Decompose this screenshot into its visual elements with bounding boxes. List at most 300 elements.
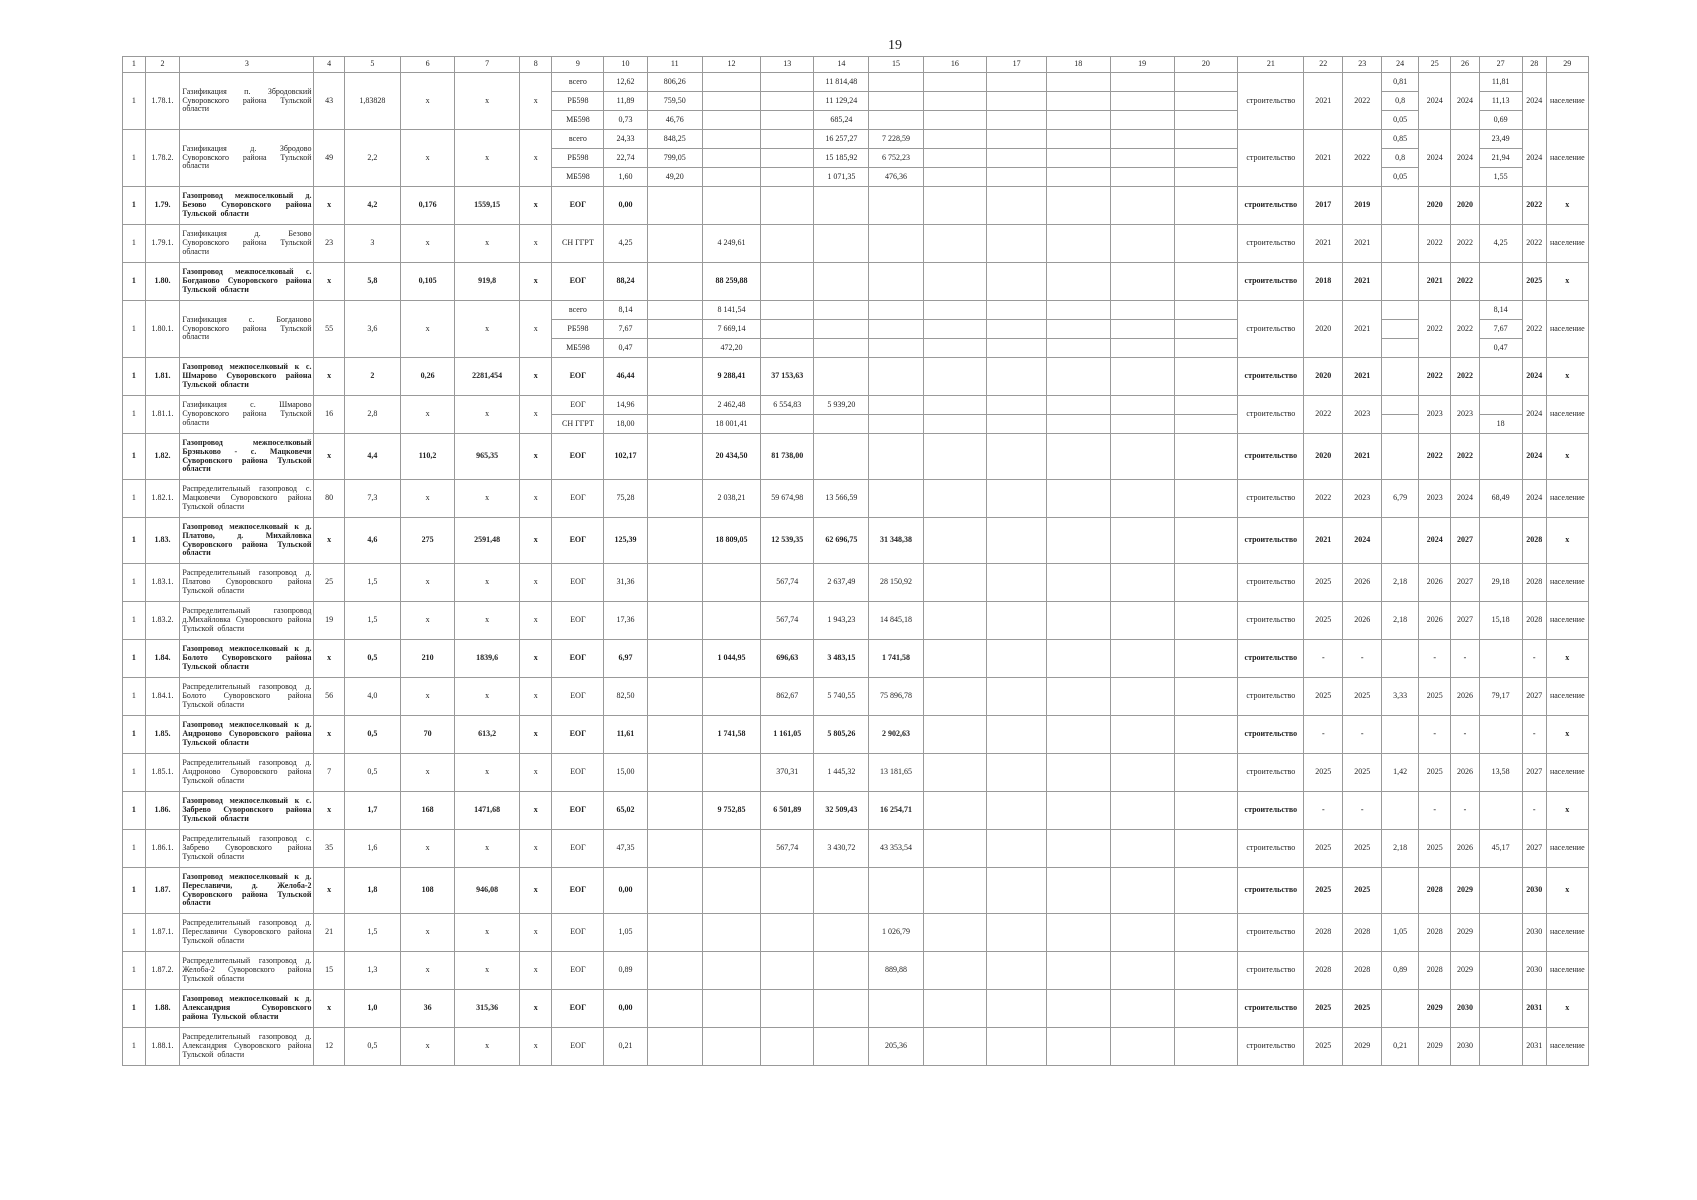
cell-c16 <box>923 792 987 830</box>
column-number-14: 14 <box>814 57 869 73</box>
cell-c12 <box>702 830 760 868</box>
section-number: 1 <box>123 640 146 678</box>
cell-c7: х <box>455 396 520 434</box>
cell-c8: х <box>520 564 552 602</box>
cell-c26: 2023 <box>1451 396 1479 434</box>
cell-c11 <box>647 1028 702 1066</box>
cell-c4: х <box>314 263 344 301</box>
cell-c22: 2025 <box>1304 830 1343 868</box>
cell-c5: 0,5 <box>344 716 400 754</box>
column-number-11: 11 <box>647 57 702 73</box>
item-number: 1.88. <box>145 990 180 1028</box>
cell-c11 <box>647 716 702 754</box>
cell-c28: 2027 <box>1522 678 1546 716</box>
cell-c24 <box>1382 640 1419 678</box>
section-number: 1 <box>123 518 146 564</box>
cell-c22: 2025 <box>1304 602 1343 640</box>
cell-c17 <box>987 914 1047 952</box>
cell-c19 <box>1110 225 1174 263</box>
cell-c8: х <box>520 716 552 754</box>
funding-source: ЕОГ <box>552 434 604 480</box>
cell-c20 <box>1174 792 1238 830</box>
cell-c24 <box>1382 225 1419 263</box>
section-number: 1 <box>123 480 146 518</box>
consumer-type: население <box>1546 480 1588 518</box>
cell-c22: - <box>1304 716 1343 754</box>
cell-c15 <box>869 92 923 111</box>
cell-c8: х <box>520 754 552 792</box>
cell-c14: 16 257,27 <box>814 130 869 149</box>
cell-c23: 2025 <box>1343 754 1382 792</box>
cell-c16 <box>923 187 987 225</box>
cell-c13: 37 153,63 <box>761 358 814 396</box>
cell-c28: 2024 <box>1522 130 1546 187</box>
consumer-type: население <box>1546 678 1588 716</box>
cell-c6: 108 <box>401 868 455 914</box>
cell-c18 <box>1046 320 1110 339</box>
cell-c14: 32 509,43 <box>814 792 869 830</box>
cell-c13: 81 738,00 <box>761 434 814 480</box>
cell-c10: 14,96 <box>604 396 647 415</box>
cell-c11 <box>647 990 702 1028</box>
funding-source: ЕОГ <box>552 952 604 990</box>
item-number: 1.84. <box>145 640 180 678</box>
funding-source: всего <box>552 301 604 320</box>
table-row <box>123 480 1589 518</box>
cell-c14: 62 696,75 <box>814 518 869 564</box>
cell-c18 <box>1046 130 1110 149</box>
cell-c20 <box>1174 73 1238 92</box>
cell-c7: х <box>455 225 520 263</box>
cell-c15: 31 348,38 <box>869 518 923 564</box>
cell-c19 <box>1110 339 1174 358</box>
cell-c19 <box>1110 130 1174 149</box>
cell-c11 <box>647 602 702 640</box>
object-name: Газопровод межпоселковый к д. Переславичи, д. Желоба-2 Суворовского района Тульской области <box>180 868 314 914</box>
cell-c5: 1,3 <box>344 952 400 990</box>
cell-c12 <box>702 678 760 716</box>
cell-c22: 2018 <box>1304 263 1343 301</box>
work-type: строительство <box>1238 792 1304 830</box>
cell-c11 <box>647 301 702 320</box>
table-row <box>123 434 1589 480</box>
cell-c17 <box>987 952 1047 990</box>
section-number: 1 <box>123 263 146 301</box>
cell-c24: 0,85 <box>1382 130 1419 149</box>
cell-c4: 15 <box>314 952 344 990</box>
cell-c10: 11,61 <box>604 716 647 754</box>
cell-c11: 49,20 <box>647 168 702 187</box>
cell-c11: 848,25 <box>647 130 702 149</box>
table-row <box>123 754 1589 792</box>
table-row <box>123 602 1589 640</box>
cell-c28: 2024 <box>1522 396 1546 434</box>
cell-c16 <box>923 754 987 792</box>
column-number-9: 9 <box>552 57 604 73</box>
cell-c22: 2021 <box>1304 518 1343 564</box>
cell-c12 <box>702 990 760 1028</box>
cell-c22: 2025 <box>1304 754 1343 792</box>
cell-c18 <box>1046 640 1110 678</box>
cell-c15: 476,36 <box>869 168 923 187</box>
cell-c7: 2591,48 <box>455 518 520 564</box>
cell-c16 <box>923 678 987 716</box>
cell-c10: 31,36 <box>604 564 647 602</box>
cell-c25: - <box>1418 716 1450 754</box>
cell-c27 <box>1479 640 1522 678</box>
cell-c25: 2026 <box>1418 564 1450 602</box>
cell-c20 <box>1174 564 1238 602</box>
cell-c24: 0,21 <box>1382 1028 1419 1066</box>
cell-c26: 2027 <box>1451 602 1479 640</box>
cell-c14 <box>814 914 869 952</box>
cell-c7: 613,2 <box>455 716 520 754</box>
funding-source: ЕОГ <box>552 602 604 640</box>
cell-c14: 2 637,49 <box>814 564 869 602</box>
cell-c12 <box>702 92 760 111</box>
cell-c26: 2029 <box>1451 914 1479 952</box>
cell-c23: 2026 <box>1343 564 1382 602</box>
column-number-8: 8 <box>520 57 552 73</box>
cell-c14: 5 939,20 <box>814 396 869 415</box>
cell-c15 <box>869 320 923 339</box>
table-row <box>123 358 1589 396</box>
cell-c17 <box>987 320 1047 339</box>
cell-c27: 4,25 <box>1479 225 1522 263</box>
cell-c25: 2025 <box>1418 754 1450 792</box>
cell-c4: 55 <box>314 301 344 358</box>
cell-c16 <box>923 480 987 518</box>
cell-c23: 2021 <box>1343 434 1382 480</box>
cell-c14: 1 445,32 <box>814 754 869 792</box>
cell-c14 <box>814 263 869 301</box>
work-type: строительство <box>1238 914 1304 952</box>
cell-c17 <box>987 716 1047 754</box>
work-type: строительство <box>1238 990 1304 1028</box>
cell-c5: 0,5 <box>344 1028 400 1066</box>
cell-c7: 2281,454 <box>455 358 520 396</box>
cell-c6: х <box>401 830 455 868</box>
cell-c22: 2021 <box>1304 73 1343 130</box>
cell-c27 <box>1479 868 1522 914</box>
funding-source: ЕОГ <box>552 187 604 225</box>
cell-c8: х <box>520 518 552 564</box>
cell-c4: 80 <box>314 480 344 518</box>
cell-c27 <box>1479 792 1522 830</box>
cell-c24 <box>1382 415 1419 434</box>
consumer-type: х <box>1546 358 1588 396</box>
table-row <box>123 868 1589 914</box>
cell-c24: 0,81 <box>1382 73 1419 92</box>
object-name: Газификация с. Богданово Суворовского района Тульской области <box>180 301 314 358</box>
cell-c27 <box>1479 434 1522 480</box>
cell-c12: 2 462,48 <box>702 396 760 415</box>
cell-c27: 23,49 <box>1479 130 1522 149</box>
funding-source: СН ГГРТ <box>552 415 604 434</box>
item-number: 1.82.1. <box>145 480 180 518</box>
cell-c8: х <box>520 868 552 914</box>
cell-c5: 0,5 <box>344 640 400 678</box>
cell-c6: 70 <box>401 716 455 754</box>
column-number-21: 21 <box>1238 57 1304 73</box>
cell-c15 <box>869 396 923 415</box>
cell-c27 <box>1479 914 1522 952</box>
cell-c22: 2025 <box>1304 868 1343 914</box>
object-name: Газопровод межпоселковый к д. Болото Суворовского района Тульской области <box>180 640 314 678</box>
cell-c17 <box>987 830 1047 868</box>
cell-c22: 2020 <box>1304 434 1343 480</box>
cell-c12 <box>702 168 760 187</box>
table-row <box>123 716 1589 754</box>
work-type: строительство <box>1238 952 1304 990</box>
cell-c17 <box>987 415 1047 434</box>
cell-c6: х <box>401 1028 455 1066</box>
cell-c24 <box>1382 990 1419 1028</box>
cell-c12: 472,20 <box>702 339 760 358</box>
cell-c24: 2,18 <box>1382 602 1419 640</box>
cell-c5: 4,0 <box>344 678 400 716</box>
table-row <box>123 301 1589 320</box>
cell-c27: 7,67 <box>1479 320 1522 339</box>
cell-c27 <box>1479 187 1522 225</box>
cell-c23: - <box>1343 716 1382 754</box>
work-type: строительство <box>1238 263 1304 301</box>
cell-c23: 2025 <box>1343 678 1382 716</box>
cell-c15: 205,36 <box>869 1028 923 1066</box>
cell-c18 <box>1046 301 1110 320</box>
cell-c7: х <box>455 602 520 640</box>
table-row <box>123 396 1589 415</box>
cell-c18 <box>1046 716 1110 754</box>
cell-c26: 2030 <box>1451 990 1479 1028</box>
consumer-type: х <box>1546 434 1588 480</box>
cell-c19 <box>1110 415 1174 434</box>
cell-c5: 1,5 <box>344 564 400 602</box>
cell-c20 <box>1174 716 1238 754</box>
cell-c26: 2020 <box>1451 187 1479 225</box>
work-type: строительство <box>1238 1028 1304 1066</box>
item-number: 1.83. <box>145 518 180 564</box>
cell-c22: 2022 <box>1304 396 1343 434</box>
cell-c4: х <box>314 358 344 396</box>
object-name: Распределительный газопровод д. Александрия Суворовского района Тульской области <box>180 1028 314 1066</box>
funding-source: ЕОГ <box>552 518 604 564</box>
cell-c10: 0,21 <box>604 1028 647 1066</box>
item-number: 1.80.1. <box>145 301 180 358</box>
cell-c24: 2,18 <box>1382 830 1419 868</box>
cell-c4: 35 <box>314 830 344 868</box>
cell-c20 <box>1174 225 1238 263</box>
table-row <box>123 564 1589 602</box>
consumer-type: х <box>1546 792 1588 830</box>
cell-c28: 2024 <box>1522 480 1546 518</box>
column-number-row <box>123 57 1589 73</box>
cell-c27: 0,69 <box>1479 111 1522 130</box>
funding-source: ЕОГ <box>552 564 604 602</box>
cell-c7: 965,35 <box>455 434 520 480</box>
cell-c20 <box>1174 339 1238 358</box>
cell-c17 <box>987 396 1047 415</box>
cell-c6: х <box>401 952 455 990</box>
table-body <box>123 57 1589 1066</box>
cell-c22: 2020 <box>1304 358 1343 396</box>
cell-c19 <box>1110 792 1174 830</box>
cell-c23: 2021 <box>1343 225 1382 263</box>
cell-c11 <box>647 792 702 830</box>
cell-c27 <box>1479 990 1522 1028</box>
cell-c10: 82,50 <box>604 678 647 716</box>
cell-c15: 7 228,59 <box>869 130 923 149</box>
cell-c4: 23 <box>314 225 344 263</box>
cell-c19 <box>1110 358 1174 396</box>
funding-source: ЕОГ <box>552 1028 604 1066</box>
cell-c13: 6 554,83 <box>761 396 814 415</box>
object-name: Распределительный газопровод д.Михайловка Суворовского района Тульской области <box>180 602 314 640</box>
cell-c16 <box>923 640 987 678</box>
cell-c10: 1,05 <box>604 914 647 952</box>
table-row <box>123 225 1589 263</box>
cell-c27: 11,81 <box>1479 73 1522 92</box>
consumer-type: население <box>1546 130 1588 187</box>
cell-c18 <box>1046 434 1110 480</box>
cell-c23: 2025 <box>1343 868 1382 914</box>
section-number: 1 <box>123 868 146 914</box>
cell-c26: 2024 <box>1451 130 1479 187</box>
item-number: 1.81.1. <box>145 396 180 434</box>
cell-c15 <box>869 990 923 1028</box>
column-number-29: 29 <box>1546 57 1588 73</box>
item-number: 1.88.1. <box>145 1028 180 1066</box>
work-type: строительство <box>1238 830 1304 868</box>
funding-source: ЕОГ <box>552 792 604 830</box>
consumer-type: население <box>1546 602 1588 640</box>
consumer-type: население <box>1546 225 1588 263</box>
cell-c23: 2019 <box>1343 187 1382 225</box>
work-type: строительство <box>1238 678 1304 716</box>
cell-c17 <box>987 990 1047 1028</box>
cell-c4: х <box>314 518 344 564</box>
cell-c8: х <box>520 678 552 716</box>
item-number: 1.83.2. <box>145 602 180 640</box>
cell-c17 <box>987 602 1047 640</box>
cell-c24 <box>1382 339 1419 358</box>
cell-c16 <box>923 518 987 564</box>
cell-c27 <box>1479 518 1522 564</box>
column-number-10: 10 <box>604 57 647 73</box>
cell-c7: 919,8 <box>455 263 520 301</box>
cell-c11 <box>647 358 702 396</box>
cell-c6: 36 <box>401 990 455 1028</box>
cell-c16 <box>923 868 987 914</box>
cell-c27: 45,17 <box>1479 830 1522 868</box>
cell-c17 <box>987 754 1047 792</box>
cell-c13: 567,74 <box>761 564 814 602</box>
cell-c17 <box>987 640 1047 678</box>
cell-c10: 125,39 <box>604 518 647 564</box>
object-name: Распределительный газопровод д. Андроново Суворовского района Тульской области <box>180 754 314 792</box>
cell-c28: 2031 <box>1522 1028 1546 1066</box>
cell-c22: 2028 <box>1304 914 1343 952</box>
cell-c10: 102,17 <box>604 434 647 480</box>
cell-c8: х <box>520 640 552 678</box>
cell-c12 <box>702 868 760 914</box>
cell-c19 <box>1110 149 1174 168</box>
column-number-16: 16 <box>923 57 987 73</box>
cell-c26: 2024 <box>1451 73 1479 130</box>
cell-c24 <box>1382 187 1419 225</box>
cell-c15: 13 181,65 <box>869 754 923 792</box>
cell-c13 <box>761 225 814 263</box>
cell-c7: х <box>455 754 520 792</box>
cell-c23: 2021 <box>1343 301 1382 358</box>
cell-c11 <box>647 396 702 415</box>
cell-c20 <box>1174 92 1238 111</box>
item-number: 1.81. <box>145 358 180 396</box>
cell-c6: 0,26 <box>401 358 455 396</box>
section-number: 1 <box>123 301 146 358</box>
cell-c20 <box>1174 149 1238 168</box>
cell-c22: 2021 <box>1304 225 1343 263</box>
cell-c26: 2027 <box>1451 518 1479 564</box>
cell-c20 <box>1174 678 1238 716</box>
cell-c16 <box>923 914 987 952</box>
cell-c6: х <box>401 130 455 187</box>
cell-c16 <box>923 830 987 868</box>
cell-c18 <box>1046 358 1110 396</box>
funding-source: РБ598 <box>552 92 604 111</box>
cell-c20 <box>1174 952 1238 990</box>
cell-c6: 210 <box>401 640 455 678</box>
cell-c28: 2030 <box>1522 868 1546 914</box>
cell-c25: 2029 <box>1418 990 1450 1028</box>
cell-c22: - <box>1304 640 1343 678</box>
funding-source: ЕОГ <box>552 678 604 716</box>
cell-c23: 2024 <box>1343 518 1382 564</box>
cell-c28: 2027 <box>1522 754 1546 792</box>
funding-source: РБ598 <box>552 149 604 168</box>
cell-c16 <box>923 716 987 754</box>
cell-c7: х <box>455 678 520 716</box>
cell-c12: 88 259,88 <box>702 263 760 301</box>
funding-source: ЕОГ <box>552 263 604 301</box>
column-number-12: 12 <box>702 57 760 73</box>
section-number: 1 <box>123 358 146 396</box>
cell-c5: 1,83828 <box>344 73 400 130</box>
cell-c15 <box>869 73 923 92</box>
funding-source: МБ598 <box>552 111 604 130</box>
cell-c4: 43 <box>314 73 344 130</box>
funding-source: ЕОГ <box>552 480 604 518</box>
consumer-type: население <box>1546 301 1588 358</box>
work-type: строительство <box>1238 396 1304 434</box>
cell-c12 <box>702 73 760 92</box>
consumer-type: х <box>1546 263 1588 301</box>
consumer-type: х <box>1546 990 1588 1028</box>
funding-source: ЕОГ <box>552 868 604 914</box>
item-number: 1.87. <box>145 868 180 914</box>
cell-c17 <box>987 792 1047 830</box>
cell-c20 <box>1174 990 1238 1028</box>
cell-c15: 6 752,23 <box>869 149 923 168</box>
cell-c25: 2022 <box>1418 225 1450 263</box>
cell-c14 <box>814 952 869 990</box>
funding-source: ЕОГ <box>552 990 604 1028</box>
cell-c25: 2028 <box>1418 914 1450 952</box>
cell-c16 <box>923 1028 987 1066</box>
table-row <box>123 792 1589 830</box>
cell-c15 <box>869 263 923 301</box>
cell-c12 <box>702 1028 760 1066</box>
